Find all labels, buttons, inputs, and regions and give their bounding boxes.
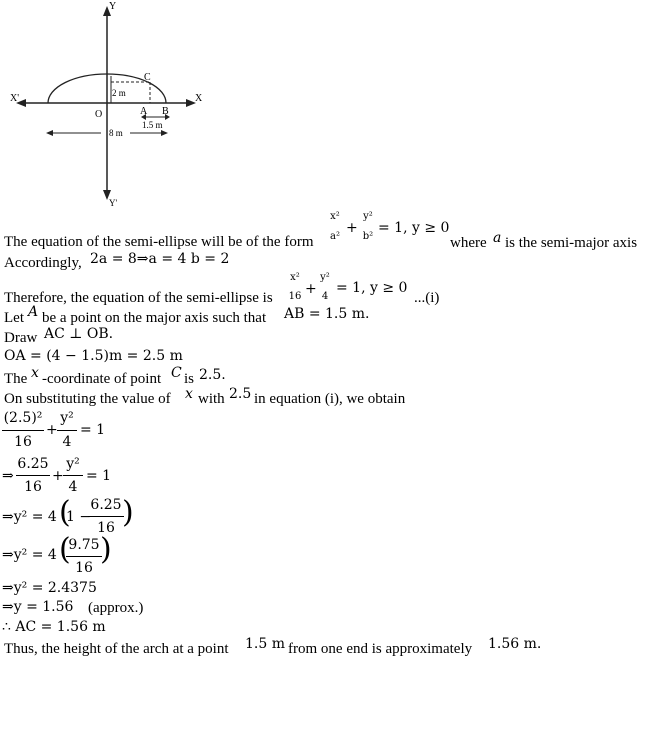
e2-rhs: = 1 [86, 468, 112, 484]
e4-den: 16 [75, 560, 93, 576]
last-text-a: Thus, the height of the arch at a point [4, 641, 229, 657]
l8-var: x [185, 386, 193, 402]
e6-math: ⇒y = 1.56 [2, 599, 74, 615]
e2-bar2 [63, 475, 83, 476]
l8-val: 2.5 [229, 386, 252, 402]
l3-num2: y² [320, 272, 330, 283]
e2-arrow: ⇒ [2, 468, 14, 484]
l1-text: The equation of the semi-ellipse will be of the form [4, 234, 314, 250]
l4-math: AB = 1.5 m. [284, 306, 370, 322]
label-a: A [140, 106, 148, 117]
e1-bar2 [57, 430, 77, 431]
e5: ⇒y² = 2.4375 [2, 580, 97, 596]
e3-bar [88, 516, 124, 517]
last-val1: 1.5 m [245, 636, 285, 652]
l3-cond: = 1, y ≥ 0 [336, 280, 408, 296]
l3-plus: + [305, 281, 317, 297]
label-o: O [95, 109, 103, 120]
label-x: X [195, 93, 203, 104]
label-y-neg: Y' [109, 198, 118, 208]
l2-text: Accordingly, [4, 255, 82, 271]
l3-den1: 16 [288, 291, 302, 302]
label-x-neg: X' [10, 93, 20, 104]
e7: ∴ AC = 1.56 m [2, 619, 106, 635]
width-arrow-left [46, 130, 53, 136]
l3-den2: 4 [321, 291, 329, 302]
l7-text-b: -coordinate of point [42, 371, 162, 387]
l5-math: AC ⊥ OB. [44, 326, 114, 342]
l7-text-c: is [184, 371, 195, 387]
e4-paren-right: ) [100, 532, 112, 567]
l1-den1: a² [330, 231, 340, 242]
l8-text-a: On substituting the value of [4, 391, 171, 407]
l7-text-a: The [4, 371, 28, 387]
e6-text: (approx.) [88, 600, 144, 616]
l1-plus: + [346, 220, 358, 236]
e3-one: 1 − [66, 509, 92, 525]
l1-var: a [493, 230, 502, 246]
l2-math: 2a = 8⇒a = 4 b = 2 [90, 251, 230, 267]
l3-num1: x² [290, 272, 300, 283]
l1-den2: b² [362, 231, 374, 242]
e1-num2: y² [60, 410, 74, 426]
l7-var: x [31, 365, 39, 381]
e3-paren-right: ) [122, 495, 134, 530]
e3-lhs: ⇒y² = 4 [2, 509, 57, 525]
e2-plus: + [52, 468, 64, 484]
e1-num1: (2.5)² [3, 410, 43, 426]
e1-bar1 [2, 430, 44, 431]
l8-text-c: in equation (i), we obtain [254, 391, 406, 407]
width-arrow-right [161, 130, 168, 136]
label-b: B [162, 106, 169, 117]
l7-val: 2.5. [199, 367, 226, 383]
l4-text-a: Let [4, 310, 24, 326]
e3-paren-left: ( [59, 495, 71, 530]
e1-den1: 16 [14, 434, 32, 450]
l8-text-b: with [198, 391, 225, 407]
l4-text-b: be a point on the major axis such that [42, 310, 267, 326]
e4-num: 9.75 [68, 537, 100, 553]
e2-num1: 6.25 [17, 456, 49, 472]
e3-den: 16 [97, 520, 115, 536]
label-1-5m: 1.5 m [142, 120, 163, 130]
l1-tail2: is the semi-major axis [505, 235, 638, 251]
l3-text: Therefore, the equation of the semi-ellipse is [4, 290, 273, 306]
e4-paren-left: ( [59, 532, 71, 567]
l1-num1: x² [330, 211, 340, 222]
label-8m: 8 m [109, 128, 123, 138]
e2-num2: y² [66, 456, 80, 472]
label-c: C [144, 72, 151, 83]
l7-var2: C [171, 365, 182, 381]
e1-rhs: = 1 [80, 422, 106, 438]
e2-den1: 16 [24, 479, 42, 495]
l3-tag: ...(i) [414, 290, 440, 306]
last-text-b: from one end is approximately [288, 641, 473, 657]
label-2m: 2 m [112, 88, 126, 98]
l4-var: A [28, 304, 39, 320]
e1-den2: 4 [62, 434, 72, 450]
e4-bar [66, 556, 102, 557]
label-y: Y [109, 1, 117, 12]
l5-text: Draw [4, 330, 38, 346]
l6-math: OA = (4 − 1.5)m = 2.5 m [4, 348, 183, 364]
e1-plus: + [46, 422, 58, 438]
last-val2: 1.56 m. [488, 636, 542, 652]
l1-tail: where [450, 235, 487, 251]
e2-bar1 [16, 475, 50, 476]
e3-num: 6.25 [90, 497, 122, 513]
l1-num2: y² [363, 211, 373, 222]
e2-den2: 4 [68, 479, 78, 495]
ellipse-arch-figure [0, 0, 210, 210]
e4-lhs: ⇒y² = 4 [2, 547, 57, 563]
l1-cond: = 1, y ≥ 0 [378, 220, 450, 236]
